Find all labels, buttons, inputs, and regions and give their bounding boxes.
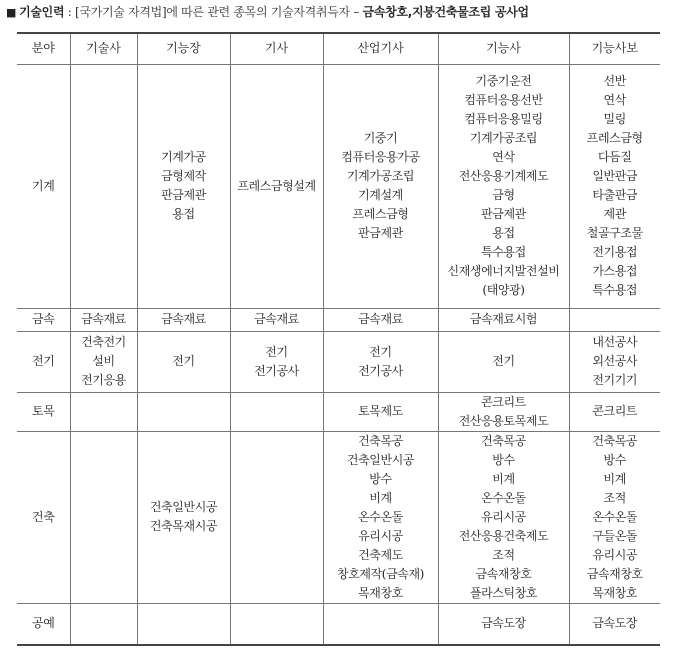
qualification-item: 전기 — [492, 354, 515, 368]
field-label: 토목 — [32, 404, 55, 418]
qualification-item: 전기 — [172, 354, 195, 368]
qualification-cell — [230, 392, 323, 431]
qualification-cell — [569, 64, 660, 308]
qualification-item: 설비 — [92, 354, 115, 368]
qualification-item: 전기공사 — [358, 363, 403, 378]
qualification-item: 컴퓨터응용가공 — [341, 150, 420, 164]
section-heading — [6, 3, 671, 22]
qualification-item: 온수온돌 — [358, 509, 403, 524]
field-cell — [17, 64, 70, 308]
qualification-item: 유리시공 — [481, 509, 526, 524]
qualification-item: 금속도장 — [481, 616, 526, 631]
qualification-item: 특수용접 — [481, 245, 526, 259]
column-header: 기술사 — [70, 33, 137, 64]
table-row — [17, 331, 660, 392]
column-header: 산업기사 — [323, 33, 438, 64]
qualification-item: 목재창호 — [358, 585, 403, 600]
qualification-item: 철골구조물 — [586, 226, 643, 240]
qualification-item: 기계가공조립 — [346, 169, 415, 183]
qualification-item: 건축일반시공 — [346, 452, 415, 467]
qualification-item: 금속재료 — [358, 312, 403, 326]
column-header: 기사 — [230, 33, 323, 64]
qualification-cell — [137, 331, 230, 392]
qualification-item: 방수 — [492, 452, 515, 467]
qualification-item: 일반판금 — [592, 169, 638, 183]
qualification-cell — [70, 603, 137, 645]
qualification-cell — [70, 431, 137, 603]
qualification-item: 기중기 — [363, 131, 398, 145]
qualification-cell — [137, 392, 230, 431]
qualification-item: 밀링 — [603, 112, 626, 126]
qualification-item: 타출판금 — [592, 188, 638, 202]
qualification-cell — [438, 331, 569, 392]
field-cell — [17, 392, 70, 431]
heading-business-type: 금속창호,지붕건축물조립 공사업 — [362, 5, 529, 19]
qualification-cell — [323, 431, 438, 603]
qualification-cell — [137, 431, 230, 603]
field-cell — [17, 431, 70, 603]
qualification-item: 전기용접 — [592, 245, 638, 259]
qualification-item: 유리시공 — [592, 547, 638, 562]
field-cell — [17, 331, 70, 392]
qualification-item: 전기 — [369, 344, 392, 359]
qualification-cell — [70, 392, 137, 431]
qualification-item: 프레스금형설계 — [237, 178, 316, 193]
qualification-cell — [569, 308, 660, 331]
qualification-item: 목재창호 — [592, 585, 638, 600]
qualification-cell — [70, 64, 137, 308]
qualification-item: 콘크리트 — [481, 394, 526, 409]
qualification-item: 금형 — [492, 188, 515, 202]
qualification-item: 외선공사 — [592, 354, 638, 368]
qualification-item: 금형제작 — [161, 169, 206, 183]
qualification-item: 판금제관 — [161, 188, 206, 202]
field-label: 전기 — [32, 354, 55, 368]
qualification-item: 기계가공 — [161, 150, 206, 164]
qualification-cell — [438, 392, 569, 431]
qualification-item: 창호제작(금속재) — [337, 566, 424, 581]
qualification-cell — [230, 64, 323, 308]
qualification-item: 기중기운전 — [475, 74, 532, 88]
heading-subtitle: : [국가기술 자격법]에 따른 관련 종목의 기술자격취득자 – — [64, 5, 363, 19]
qualification-item: 판금제관 — [481, 207, 526, 221]
qualification-item: 연삭 — [603, 93, 626, 107]
field-label: 공예 — [32, 616, 55, 631]
qualification-cell — [569, 431, 660, 603]
qualification-item: 조적 — [492, 547, 515, 562]
qualification-item: 건축일반시공 — [149, 500, 218, 514]
field-cell — [17, 308, 70, 331]
qualification-item: 전산응용토목제도 — [458, 413, 549, 428]
qualification-item: 비계 — [492, 471, 515, 486]
qualification-item: 판금제관 — [358, 226, 403, 240]
qualification-item: 비계 — [369, 490, 392, 505]
qualification-cell — [230, 431, 323, 603]
qualification-item: 유리시공 — [358, 528, 403, 543]
qualification-cell — [70, 308, 137, 331]
qualification-item: 컴퓨터응용밀링 — [464, 112, 543, 126]
qualification-item: 건축목공 — [358, 433, 403, 448]
qualification-cell — [323, 308, 438, 331]
table-row — [17, 392, 660, 431]
qualification-item: 전기기기 — [592, 373, 638, 387]
qualification-cell — [230, 331, 323, 392]
qualification-item: 신재생에너지발전설비 — [447, 264, 560, 278]
qualification-cell — [230, 308, 323, 331]
heading-title: 기술인력 — [19, 5, 65, 19]
qualification-cell — [569, 392, 660, 431]
qualification-cell — [569, 603, 660, 645]
qualification-item: 특수용접 — [592, 283, 638, 297]
qualification-table — [17, 32, 660, 646]
qualification-item: 건축전기 — [81, 335, 126, 349]
qualification-item: 금속재창호 — [475, 566, 532, 581]
qualification-cell — [438, 308, 569, 331]
qualification-item: 건축목공 — [481, 433, 526, 448]
column-header: 기능장 — [137, 33, 230, 64]
qualification-cell — [323, 64, 438, 308]
square-bullet-icon: ■ — [6, 6, 17, 19]
qualification-item: 토목제도 — [358, 404, 403, 418]
qualification-cell — [323, 603, 438, 645]
qualification-cell — [137, 603, 230, 645]
qualification-cell — [569, 331, 660, 392]
field-label: 기계 — [32, 178, 55, 193]
qualification-item: 금속재료 — [81, 312, 126, 326]
qualification-item: 전산응용기계제도 — [458, 169, 549, 183]
qualification-item: 용접 — [492, 226, 515, 240]
qualification-cell — [137, 64, 230, 308]
qualification-item: 제관 — [603, 207, 626, 221]
table-header-row — [17, 33, 660, 64]
qualification-item: 전기 — [265, 344, 288, 359]
qualification-cell — [70, 331, 137, 392]
qualification-cell — [323, 331, 438, 392]
qualification-item: 가스용접 — [592, 264, 638, 278]
qualification-cell — [230, 603, 323, 645]
table-row — [17, 603, 660, 645]
qualification-item: 금속도장 — [592, 616, 638, 631]
table-row — [17, 431, 660, 603]
qualification-item: 방수 — [369, 471, 392, 486]
qualification-item: 건축목재시공 — [149, 519, 218, 533]
qualification-item: 내선공사 — [592, 335, 638, 349]
qualification-item: 플라스틱창호 — [469, 585, 538, 600]
qualification-item: 금속재료 — [254, 312, 299, 326]
qualification-item: 금속재창호 — [586, 566, 643, 581]
table-row — [17, 308, 660, 331]
field-label: 건축 — [32, 509, 55, 524]
column-header: 분야 — [17, 33, 70, 64]
qualification-item: 온수온돌 — [592, 509, 638, 524]
qualification-item: 구들온돌 — [592, 528, 638, 543]
qualification-item: 비계 — [603, 471, 626, 486]
qualification-item: 전산응용건축제도 — [458, 528, 549, 543]
qualification-item: 기계가공조립 — [469, 131, 538, 145]
qualification-item: 기계설계 — [358, 188, 403, 202]
qualification-item: 콘크리트 — [592, 404, 638, 418]
qualification-cell — [137, 308, 230, 331]
table-row — [17, 64, 660, 308]
qualification-item: 온수온돌 — [481, 490, 526, 505]
qualification-cell — [323, 392, 438, 431]
qualification-item: 프레스금형 — [352, 207, 409, 221]
qualification-item: 전기응용 — [81, 373, 126, 387]
qualification-item: 연삭 — [492, 150, 515, 164]
qualification-item: 용접 — [172, 207, 195, 221]
qualification-item: 다듬질 — [597, 150, 632, 164]
column-header: 기능사 — [438, 33, 569, 64]
qualification-item: 방수 — [603, 452, 626, 467]
qualification-cell — [438, 64, 569, 308]
column-header: 기능사보 — [569, 33, 660, 64]
qualification-cell — [438, 603, 569, 645]
qualification-item: 금속재료 — [161, 312, 206, 326]
qualification-item: 컴퓨터응용선반 — [464, 93, 543, 107]
qualification-item: 프레스금형 — [586, 131, 643, 145]
qualification-item: 조적 — [603, 490, 626, 505]
field-label: 금속 — [32, 312, 55, 326]
field-cell — [17, 603, 70, 645]
qualification-item: 건축목공 — [592, 433, 638, 448]
qualification-item: 선반 — [603, 74, 626, 88]
qualification-cell — [438, 431, 569, 603]
qualification-item: 건축제도 — [358, 547, 403, 562]
qualification-item: 전기공사 — [254, 363, 299, 378]
qualification-item: 금속재료시험 — [469, 312, 538, 326]
qualification-item: (태양광) — [482, 283, 525, 297]
